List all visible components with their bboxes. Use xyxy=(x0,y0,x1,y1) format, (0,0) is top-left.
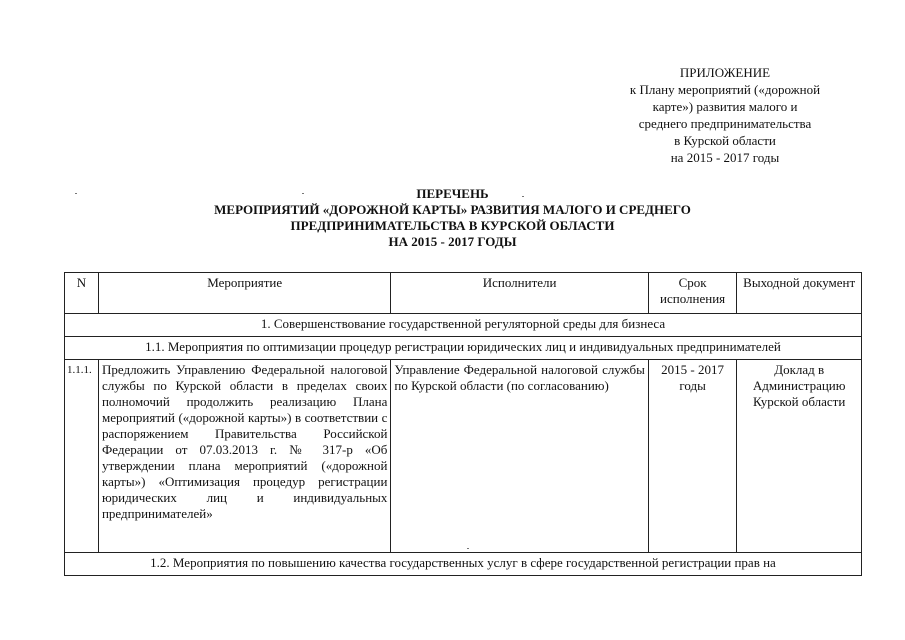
title-line: МЕРОПРИЯТИЙ «ДОРОЖНОЙ КАРТЫ» РАЗВИТИЯ МАЛОГО И СРЕДНЕГО xyxy=(214,202,691,217)
scan-speck xyxy=(522,196,524,197)
header-executors: Исполнители xyxy=(391,273,648,314)
header-term: Срок исполнения xyxy=(648,273,737,314)
appendix-heading: ПРИЛОЖЕНИЕ xyxy=(679,65,771,80)
section-title: 1. Совершенствование государственной регуляторной среды для бизнеса xyxy=(65,314,862,337)
subsection-row xyxy=(65,553,862,576)
scan-speck xyxy=(302,193,304,194)
scan-speck xyxy=(75,193,77,194)
row-term: 2015 - 2017 годы xyxy=(648,360,737,553)
appendix-line: среднего предпринимательства xyxy=(638,116,812,131)
header-activity: Мероприятие xyxy=(98,273,390,314)
appendix-block xyxy=(600,64,850,166)
table-header-row xyxy=(65,273,862,314)
title-line: НА 2015 - 2017 ГОДЫ xyxy=(388,234,517,249)
title-line: ПРЕДПРИНИМАТЕЛЬСТВА В КУРСКОЙ ОБЛАСТИ xyxy=(290,218,615,233)
appendix-line: карте») развития малого и xyxy=(652,99,798,114)
title-line: ПЕРЕЧЕНЬ xyxy=(416,186,489,201)
appendix-line: на 2015 - 2017 годы xyxy=(670,150,780,165)
subsection-title: 1.1. Мероприятия по оптимизации процедур регистрации юридических лиц и индивидуальных предпринимателей xyxy=(65,337,862,360)
scan-speck xyxy=(467,548,469,549)
activities-table xyxy=(64,272,862,576)
row-activity: Предложить Управлению Федеральной налоговой службы по Курской области в пределах своих полномочий продолжить реализацию Плана мероприятий («дорожной карты») в соответствии с распоряжением Правительства Российской Федерации от 07.03.2013 г. № 317-р «Об утверждении плана мероприятий («дорожной карты») «Оптимизация процедур регистрации юридических лиц и индивидуальных предпринимателей» xyxy=(98,360,390,553)
appendix-line: в Курской области xyxy=(674,133,776,148)
row-document: Доклад в Администрацию Курской области xyxy=(737,360,862,553)
table-row xyxy=(65,360,862,553)
document-title xyxy=(0,186,905,250)
subsection-row xyxy=(65,337,862,360)
section-row xyxy=(65,314,862,337)
row-number: 1.1.1. xyxy=(65,360,99,553)
header-document: Выходной документ xyxy=(737,273,862,314)
header-num: N xyxy=(65,273,99,314)
row-executors: Управление Федеральной налоговой службы по Курской области (по согласованию) xyxy=(391,360,648,553)
subsection-title: 1.2. Мероприятия по повышению качества государственных услуг в сфере государственной регистрации прав на xyxy=(65,553,862,576)
appendix-line: к Плану мероприятий («дорожной xyxy=(629,82,821,97)
